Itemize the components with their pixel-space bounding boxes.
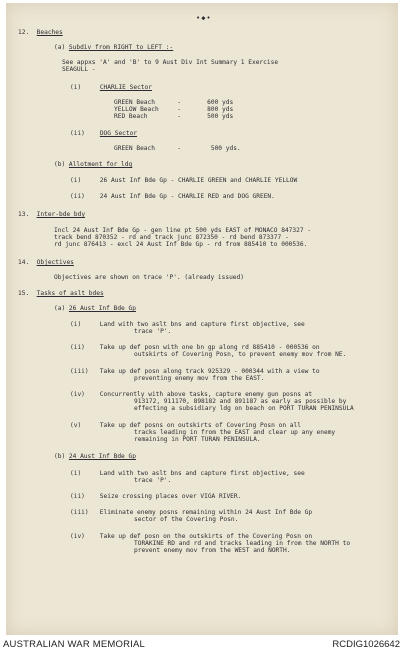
document-line: Objectives are shown on trace 'P'. (already issued) [54, 274, 244, 281]
document-line: SEAGULL - [62, 66, 96, 73]
document-line: TORAKINE RD and rd and tracks leading in from the NORTH to [134, 540, 351, 547]
document-line: GREEN Beach - 500 yds. [114, 145, 241, 152]
underlined-heading: Objectives [36, 259, 74, 266]
document-line: RED Beach - 500 yds [114, 113, 234, 120]
document-line: (a) 26 Aust Inf Bde Gp [54, 305, 136, 312]
record-id: RCDIG1026642 [332, 639, 400, 650]
underlined-heading: Subdiv from RIGHT to LEFT :- [68, 44, 174, 51]
document-line: (ii) DOG Sector [70, 130, 138, 137]
document-line: See appxs 'A' and 'B' to 9 Aust Div Int Summary 1 Exercise [62, 59, 279, 66]
document-page [6, 3, 398, 635]
document-line: (b) Allotment for ldg [54, 161, 133, 168]
document-line: prevent enemy mov from the WEST and NORTH. [134, 547, 291, 554]
underlined-heading: CHARLIE Sector [99, 84, 152, 91]
document-line: trace 'P'. [134, 477, 172, 484]
underlined-heading: Allotment for ldg [68, 161, 133, 168]
document-line: rd junc 876413 - excl 24 Aust Inf Bde Gp - rd from 885410 to 000536. [54, 241, 308, 248]
document-line: (ii) 24 Aust Inf Bde Gp - CHARLIE RED and DOG GREEN. [70, 193, 275, 200]
document-line: trace 'P'. [134, 328, 172, 335]
document-line: (iv) Take up def posn on the outskirts of the Covering Posn on [70, 533, 313, 540]
document-line: remaining in PORT TURAN PENINSULA. [134, 436, 261, 443]
document-line: outskirts of Covering Posn, to prevent enemy mov from NE. [134, 351, 347, 358]
document-line: (iii) Eliminate enemy posns remaining within 24 Aust Inf Bde Gp [70, 509, 313, 516]
page-ornament: •◆• [196, 14, 212, 22]
document-line: 913172, 911170, 898182 and 891187 as early as possible by [134, 398, 347, 405]
document-line: (a) Subdiv from RIGHT to LEFT :- [54, 44, 174, 51]
document-line: (v) Take up def posns on outskirts of Covering Posn on all [70, 422, 301, 429]
document-line: (ii) Take up def posn with one bn gp along rd 885410 - 000536 on [70, 344, 320, 351]
archive-credit: AUSTRALIAN WAR MEMORIAL [3, 639, 146, 650]
underlined-heading: Tasks of aslt bdes [36, 290, 104, 297]
document-line: 15. Tasks of aslt bdes [18, 290, 104, 297]
document-line: (iv) Concurrently with above tasks, capture enemy gun posns at [70, 391, 313, 398]
document-line: GREEN Beach - 600 yds [114, 99, 234, 106]
footer-bar [0, 636, 404, 653]
document-line: effecting a subsidiary ldg on beach on PORT TURAN PENINSULA [134, 405, 354, 412]
document-line: YELLOW Beach - 800 yds [114, 106, 234, 113]
document-line: preventing enemy mov from the EAST. [134, 375, 265, 382]
document-line: (iii) Take up def posn along track 925329 - 000344 with a view to [70, 368, 320, 375]
document-line: sector of the Covering Posn. [134, 516, 239, 523]
underlined-heading: 26 Aust Inf Bde Gp [68, 305, 136, 312]
underlined-heading: 24 Aust Inf Bde Gp [68, 453, 136, 460]
underlined-heading: DOG Sector [99, 130, 138, 137]
document-line: (i) Land with two aslt bns and capture first objective, see [70, 470, 305, 477]
document-line: track bend 870352 - rd and track junc 872350 - rd bend 873377 - [54, 234, 289, 241]
underlined-heading: Inter-bde bdy [36, 211, 86, 218]
document-line: (b) 24 Aust Inf Bde Gp [54, 453, 136, 460]
document-line: Incl 24 Aust Inf Bde Gp - gen line pt 500 yds EAST of MONACO 847327 - [54, 227, 312, 234]
document-line: 12. Beaches [18, 29, 63, 36]
document-line: (i) 26 Aust Inf Bde Gp - CHARLIE GREEN and CHARLIE YELLOW [70, 177, 298, 184]
document-line: 13. Inter-bde bdy [18, 211, 86, 218]
document-line: tracks leading in from the EAST and clear up any enemy [134, 429, 336, 436]
document-line: 14. Objectives [18, 259, 74, 266]
document-line: (i) Land with two aslt bns and capture first objective, see [70, 321, 305, 328]
underlined-heading: Beaches [36, 29, 63, 36]
document-line: (ii) Seize crossing places over VIGA RIVER. [70, 493, 242, 500]
document-line: (i) CHARLIE Sector [70, 84, 152, 91]
